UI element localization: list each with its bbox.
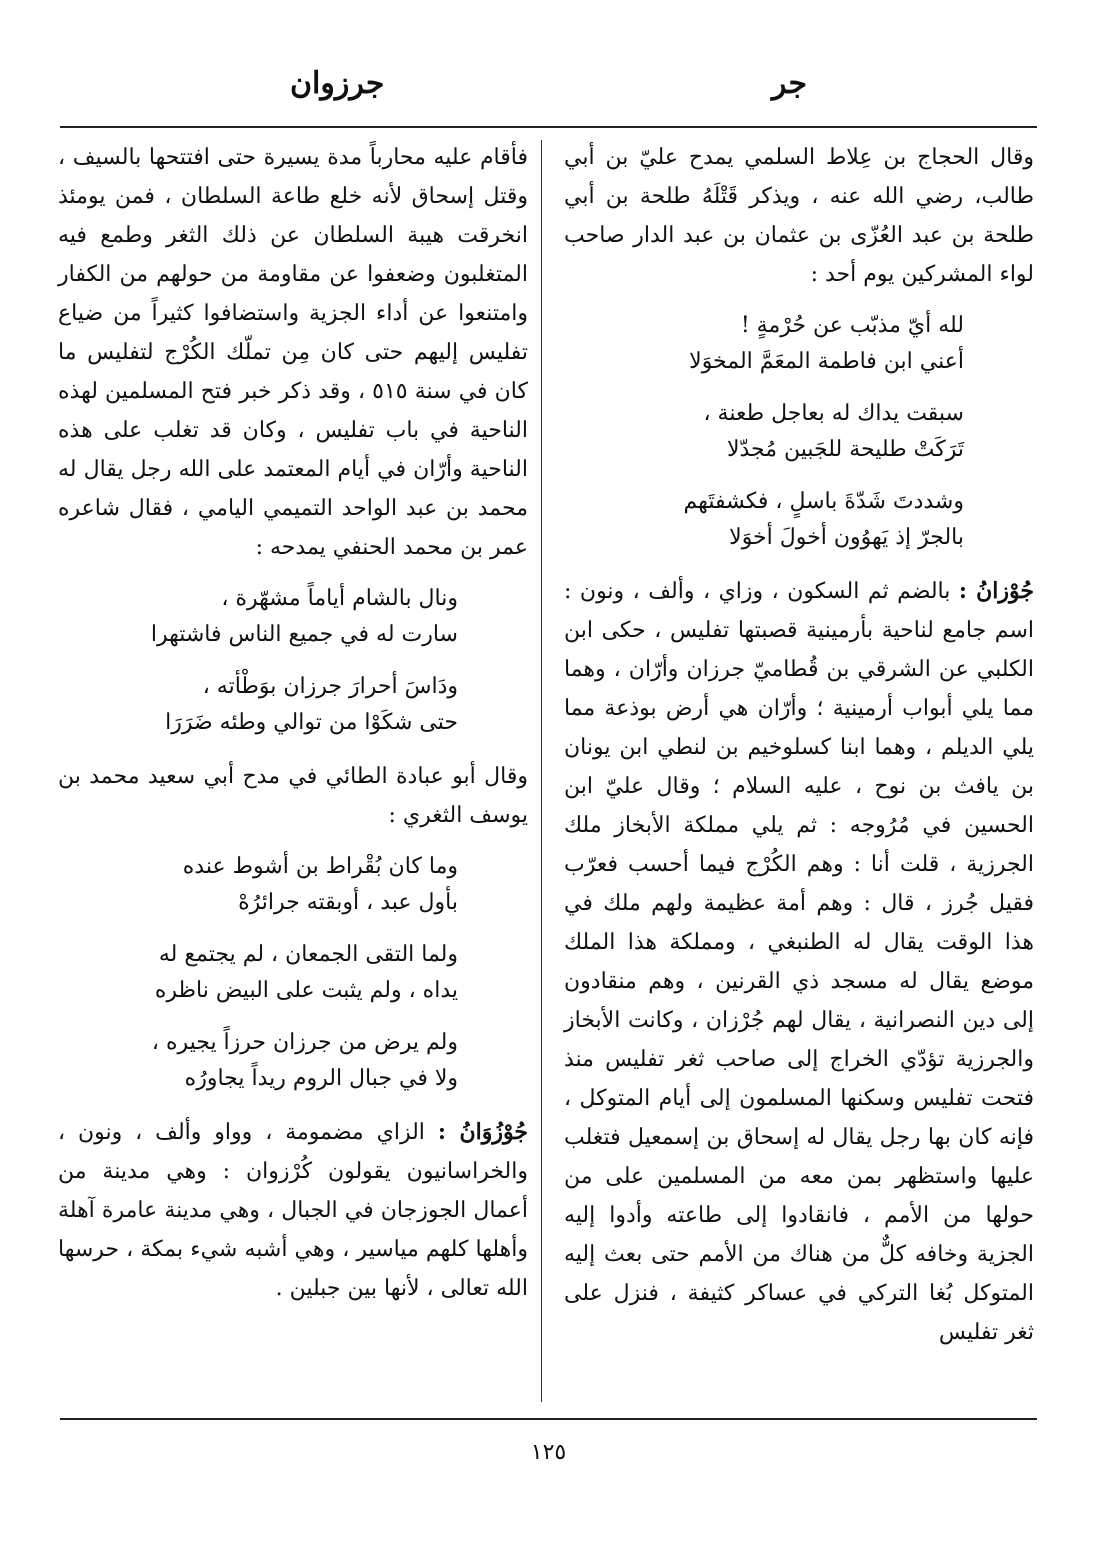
- paragraph: وقال أبو عبادة الطائي في مدح أبي سعيد محمد بن يوسف الثغري :: [58, 764, 528, 828]
- verse-line: بالجرّ إذ يَهوُون أخولَ أخوَلا: [729, 525, 964, 550]
- running-head-right: جر: [771, 66, 807, 101]
- verse-line: ولا في جبال الروم ريداً يجاورُه: [184, 1066, 458, 1091]
- verse-line: يداه ، ولم يثبت على البيض ناظره: [154, 978, 458, 1003]
- verse: [58, 1025, 528, 1097]
- verse-line: ونال بالشام أياماً مشهّرة ،: [221, 586, 458, 611]
- verse-line: ولما التقى الجمعان ، لم يجتمع له: [158, 942, 458, 967]
- entry-headword: جُوْزُوَانُ :: [437, 1119, 529, 1145]
- paragraph: وقال الحجاج بن عِلاط السلمي يمدح عليّ بن أبي طالب، رضي الله عنه ، ويذكر قَتْلَهُ طلحة بن أبي طلحة بن عبد العُزّى بن عثمان بن عبد الدار صاحب لواء المشركين يوم أحد :: [564, 145, 1035, 287]
- verse: [58, 849, 528, 921]
- verse: [564, 396, 1034, 468]
- dictionary-entry: [58, 1113, 528, 1308]
- left-column: [58, 138, 528, 1408]
- verse-line: أعني ابن فاطمة المعَمَّ المخوَلا: [689, 349, 964, 374]
- entry-body: بالضم ثم السكون ، وزاي ، وألف ، ونون : اسم جامع لناحية بأرمينية قصبتها تفليس ، حكى ابن الكلبي عن الشرقي بن قُطاميّ جرزان وأرّان ، وهما مما يلي أبواب أرمينية ؛ وأرّان هي أرض بوذعة مما يلي الديلم ، وهما ابنا كسلوخيم بن لنطي ابن يونان بن يافث بن نوح ، عليه السلام ؛ وقال عليّ ابن الحسين في مُرُوجه : ثم يلي مملكة الأبخاز ملك الجرزية ، قلت أنا : وهم الكُرْج فيما أحسب فعرّب فقيل جُرز ، قال : وهم أمة عظيمة ولهم ملك في هذا الوقت يقال له الطنبغي ، ومملكة هذا الملك موضع يقال له مسجد ذي القرنين ، وهم منقادون إلى دين النصرانية ، يقال لهم جُرْزان ، وكانت الأبخاز والجرزية تؤدّي الخراج إلى صاحب ثغر تفليس منذ فتحت تفليس وسكنها المسلمون إلى أيام المتوكل ، فإنه كان بها رجل يقال له إسحاق بن إسمعيل فتغلب عليها واستظهر بمن معه من المسلمين على من حولها من الأمم ، فانقادوا إلى طاعته وأدوا إليه الجزية وخافه كلٌّ من هناك من الأمم حتى بعث إليه المتوكل بُغا التركي في عساكر كثيفة ، فنزل على ثغر تفليس: [564, 579, 1034, 1345]
- page-number: ١٢٥: [530, 1440, 567, 1465]
- right-column: [564, 138, 1034, 1408]
- verse: [564, 484, 1034, 556]
- paragraph: فأقام عليه محارباً مدة يسيرة حتى افتتحها بالسيف ، وقتل إسحاق لأنه خلع طاعة السلطان ، فمن يومئذ انخرقت هيبة السلطان عن ذلك الثغر وطمع فيه المتغلبون وضعفوا عن مقاومة من حولهم من الكفار وامتنعوا عن أداء الجزية واستضافوا كثيراً من ضياع تفليس إليهم حتى كان مِن تملّك الكُرْج لتفليس ما كان في سنة ٥١٥ ، وقد ذكر خبر فتح المسلمين لهذه الناحية في باب تفليس ، وكان قد تغلب على هذه الناحية وأرّان في أيام المعتمد على الله رجل يقال له محمد بن عبد الواحد التميمي اليامي ، فقال شاعره عمر بن محمد الحنفي يمدحه :: [58, 145, 528, 560]
- entry-headword: جُوْزانُ :: [958, 578, 1034, 604]
- column-separator: [541, 140, 542, 1402]
- verse: [58, 669, 528, 741]
- header-rule: [60, 126, 1037, 128]
- verse-line: ودَاسَ أحرارَ جرزان بوَطْأته ،: [202, 674, 458, 699]
- footer-rule: [60, 1418, 1037, 1420]
- verse: [564, 308, 1034, 380]
- verse-line: بأول عبد ، أوبقته جرائرُهْ: [238, 890, 458, 915]
- verse-line: وشددتَ شَدّةَ باسلٍ ، فكشفتَهم: [683, 489, 964, 514]
- verse-line: سبقت يداك له بعاجل طعنة ،: [703, 401, 964, 426]
- verse-line: سارت له في جميع الناس فاشتهرا: [150, 622, 458, 647]
- dictionary-entry: [564, 572, 1034, 1352]
- entry-body: الزاي مضمومة ، وواو وألف ، ونون ، والخراسانيون يقولون كُرْزوان : وهي مدينة من أعمال الجوزجان في الجبال ، وهي مدينة عامرة آهلة وأهلها كلهم مياسير ، وهي أشبه شيء بمكة ، حرسها الله تعالى ، لأنها بين جبلين .: [58, 1120, 528, 1301]
- running-head-left: جرزوان: [290, 66, 385, 101]
- verse-line: تَرَكَتْ طليحة للجَبين مُجدّلا: [726, 437, 964, 462]
- verse-line: ولم يرض من جرزان حرزاً يجيره ،: [151, 1030, 458, 1055]
- verse: [58, 937, 528, 1009]
- verse-line: حتى شكَوْا من توالي وطئه ضَرَرَا: [165, 710, 458, 735]
- verse-line: وما كان بُقْراط بن أشوط عنده: [182, 854, 458, 879]
- verse: [58, 581, 528, 653]
- verse-line: لله أيّ مذبّب عن حُرْمةٍ !: [740, 313, 964, 338]
